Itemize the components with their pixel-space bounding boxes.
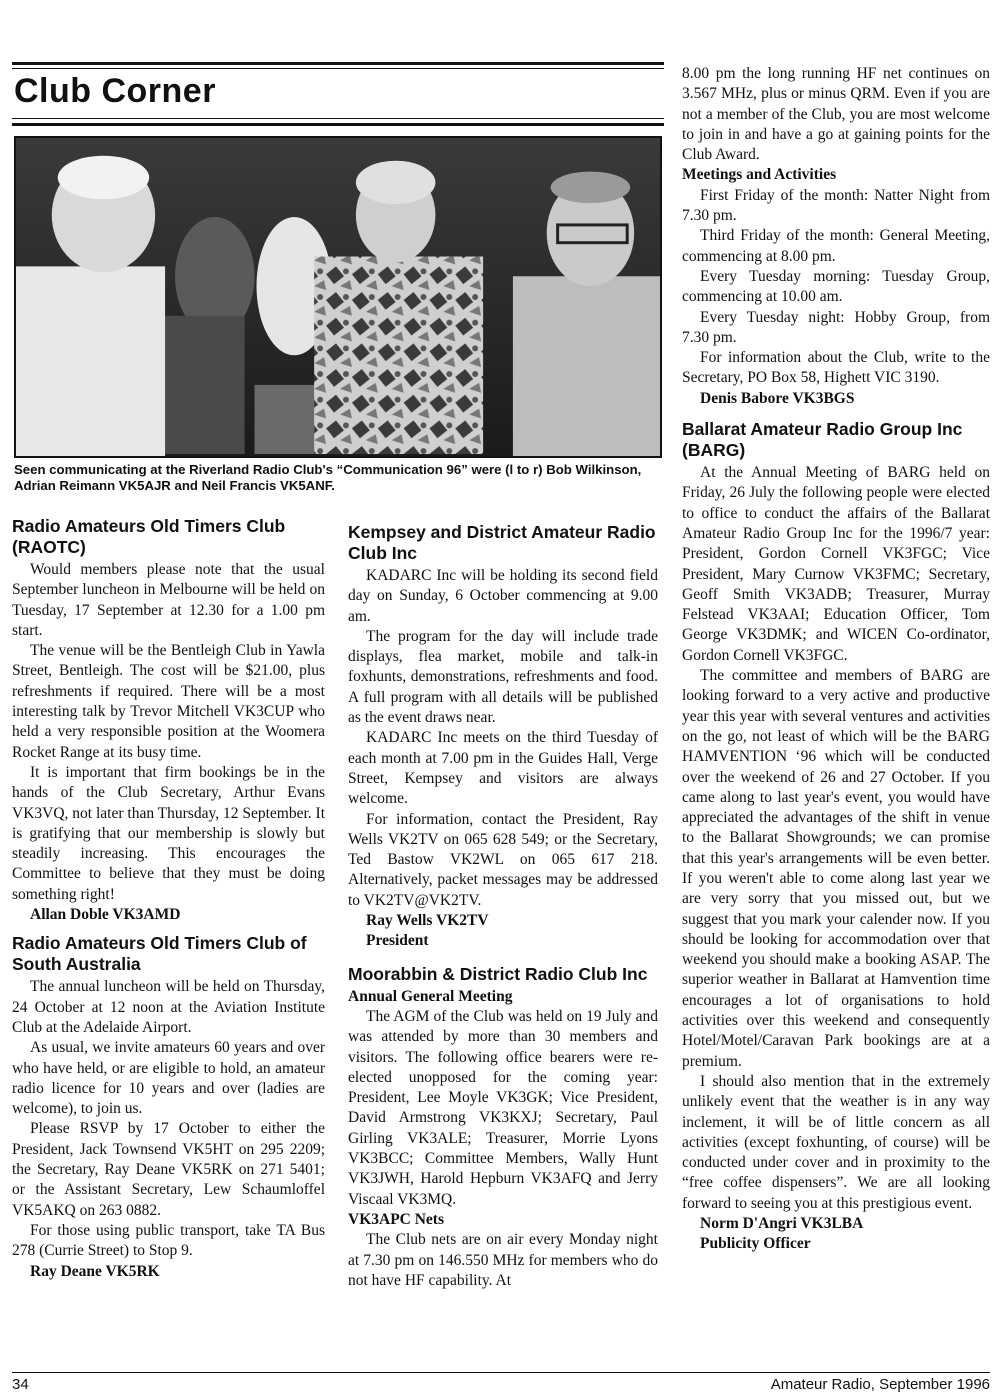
raotc-heading: Radio Amateurs Old Timers Club (RAOTC) [12, 516, 286, 557]
header-rule-top-thin [12, 68, 664, 69]
raotcsa-paragraph: For those using public transport, take TA Bus 278 (Currie Street) to Stop 9. [12, 1221, 325, 1260]
moorabbin-subheading: VK3APC Nets [348, 1210, 444, 1228]
kempsey-signature-name: Ray Wells VK2TV [366, 912, 489, 930]
moorabbin-paragraph: For information about the Club, write to the Secretary, PO Box 58, Highett VIC 3190. [682, 349, 990, 387]
raotc-paragraph: It is important that firm bookings be in the hands of the Club Secretary, Arthur Evans VK3VQ, not later than Thursday, 12 September. It is gratifying that our membership is slowly but steadily increasing. This encourages the Committee to believe that they must be doing something right! [12, 763, 325, 903]
moorabbin-paragraph: Every Tuesday morning: Tuesday Group, commencing at 10.00 am. [682, 267, 990, 306]
raotcsa-signature: Ray Deane VK5RK [30, 1262, 160, 1280]
moorabbin-paragraph: Every Tuesday night: Hobby Group, from 7.30 pm. [682, 308, 990, 346]
moorabbin-paragraph: First Friday of the month: Natter Night from 7.30 pm. [682, 186, 990, 225]
kempsey-paragraph: For information, contact the President, Ray Wells VK2TV on 065 628 549; or the Secretary, Ted Bastow VK2WL on 065 617 218. Alternatively, packet messages may be addressed to VK2TV@VK2TV. [348, 810, 658, 909]
publication-info: Amateur Radio, September 1996 [770, 1376, 990, 1393]
kempsey-heading: Kempsey and District Amateur Radio Club Inc [348, 522, 656, 563]
column-right [682, 64, 990, 1255]
kempsey-paragraph: The program for the day will include trade displays, flea market, mobile and talk-in foxhunts, demonstrations, refreshments and food. A full program with all details will be published as the event draws near. [348, 627, 658, 727]
header-rule-top [12, 62, 664, 65]
page-number: 34 [12, 1376, 29, 1393]
barg-heading: Ballarat Amateur Radio Group Inc (BARG) [682, 419, 963, 461]
club-photo [14, 136, 662, 458]
moorabbin-subheading: Annual General Meeting [348, 987, 513, 1005]
barg-paragraph: The committee and members of BARG are looking forward to a very active and productive year this year with several ventures and activities on the go, not least of which will be the BARG HAMVENTION ‘96 which will be conducted over the weekend of 26 and 27 October. If you came along to last year's event, you would have appreciated the advantages of the shift in venue to the Ballarat Showgrounds; we can promise that this year's arrangements will be even better. If you weren't able to come along last year we are very sorry that you missed out, but we suggest that you mark your calender now. If you should be looking for accommodation over that weekend you should make a booking ASAP. The superior weather in Ballarat at Hamvention time encourages a lot of organisations to hold activities over this weekend and consequently Hotel/Motel/Caravan Park bookings are at a premium. [682, 667, 990, 1070]
raotc-paragraph: The venue will be the Bentleigh Club in Yawla Street, Bentleigh. The cost will be $21.00, plus refreshments if required. There will be a most interesting talk by Trevor Mitchell VK3CUP who held a very responsible position at the Woomera Rocket Range at its busy time. [12, 642, 325, 761]
moorabbin-paragraph-continued: 8.00 pm the long running HF net continues on 3.567 MHz, plus or minus QRM. Even if you are not a member of the Club, you are most welcome to join in and have a go at gaining points for the Club Award. [682, 65, 990, 164]
moorabbin-paragraph: The Club nets are on air every Monday night at 7.30 pm on 146.550 MHz for members who do not have HF capability. At [348, 1231, 658, 1289]
header-rule-bottom-thin [12, 118, 664, 119]
kempsey-signature-title: President [366, 932, 429, 950]
kempsey-paragraph: KADARC Inc will be holding its second field day on Sunday, 6 October commencing at 9.00 am. [348, 567, 658, 625]
column-middle [348, 522, 658, 1291]
section-title: Club Corner [14, 72, 216, 110]
raotcsa-paragraph: Please RSVP by 17 October to either the President, Jack Townsend VK5HT on 295 2209; the Secretary, Ray Deane VK5RK on 271 5401; or the Assistant Secretary, Lew Schaumloffel VK5AKQ on 263 0882. [12, 1120, 325, 1219]
barg-paragraph: I should also mention that in the extremely unlikely event that the weather is in any way inclement, it will be of little concern as all activities (except foxhunting, of course) will be conducted under cover and in proximity to the “free coffee dispensers”. We are all looking forward to seeing you at this prestigious event. [682, 1072, 990, 1212]
moorabbin-subheading: Meetings and Activities [682, 166, 837, 184]
kempsey-paragraph: KADARC Inc meets on the third Tuesday of each month at 7.00 pm in the Guides Hall, Verge Street, Kempsey and visitors are always welcome. [348, 729, 658, 808]
barg-signature-name: Norm D'Angri VK3LBA [700, 1215, 864, 1233]
header-rule-bottom [12, 123, 664, 126]
moorabbin-heading: Moorabbin & District Radio Club Inc [348, 963, 648, 984]
moorabbin-signature: Denis Babore VK3BGS [700, 389, 855, 407]
moorabbin-paragraph: The AGM of the Club was held on 19 July and was attended by more than 30 members and visitors. The following office bearers were re-elected unopposed for the coming year: President, Lee Moyle VK3GK; Vice President, David Armstrong VK3KXJ; Secretary, Paul Girling VK3ALE; Treasurer, Morrie Lyons VK3BCC; Committee Members, Wally Hunt VK3JWH, Harold Hepburn VK3AFQ and Jerry Viscaal VK3MQ. [348, 1007, 658, 1208]
raotcsa-paragraph: The annual luncheon will be held on Thursday, 24 October at 12 noon at the Aviation Institute Club at the Adelaide Airport. [12, 978, 325, 1036]
raotcsa-heading: Radio Amateurs Old Timers Club of South Australia [12, 933, 307, 975]
raotc-signature: Allan Doble VK3AMD [30, 906, 181, 924]
barg-paragraph: At the Annual Meeting of BARG held on Friday, 26 July the following people were elected to office to conduct the affairs of the Ballarat Amateur Radio Group Inc for the 1996/7 year: President, Gordon Cornell VK3FGC; Vice President, Mary Curnow VK3FMC; Secretary, Geoff Smith VK3ADB; Treasurer, Murray Felstead VK3AAI; Education Officer, Tom George VK3DMK; and WICEN Co-ordinator, Gordon Cornell VK3FGC. [682, 464, 990, 664]
moorabbin-paragraph: Third Friday of the month: General Meeting, commencing at 8.00 pm. [682, 227, 990, 265]
column-left [12, 516, 325, 1282]
raotcsa-paragraph: As usual, we invite amateurs 60 years and over who have held, or are eligible to hold, an amateur radio licence for 10 years and over (ladies are welcome), to join us. [12, 1039, 325, 1118]
barg-signature-title: Publicity Officer [700, 1235, 811, 1253]
footer-rule [12, 1372, 990, 1373]
photo-illustration [16, 138, 660, 456]
photo-caption: Seen communicating at the Riverland Radio Club's “Communication 96” were (l to r) Bob Wilkinson, Adrian Reimann VK5AJR and Neil Francis VK5ANF. [14, 462, 642, 493]
raotc-paragraph: Would members please note that the usual September luncheon in Melbourne will be held on Tuesday, 17 September at 12.30 for a 1.00 pm start. [12, 561, 325, 639]
